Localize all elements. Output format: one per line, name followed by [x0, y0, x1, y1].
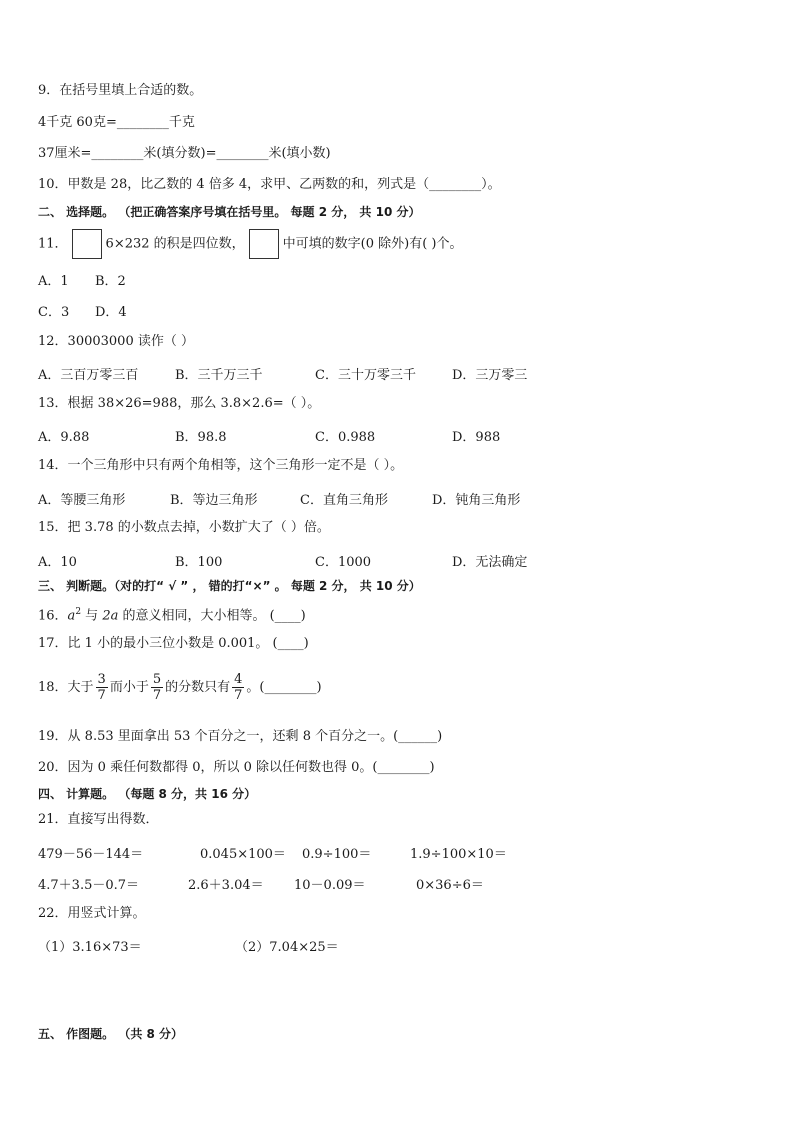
q12-stem: 12．30003000 读作（ ） — [38, 334, 194, 349]
q12-option-c[interactable]: C．三十万零三千 — [315, 368, 416, 383]
q16-number: 16． — [38, 608, 68, 624]
q18-mid2: 的分数只有 — [165, 680, 231, 695]
fraction-numerator: 5 — [152, 672, 162, 687]
q17-stem: 17．比 1 小的最小三位小数是 0.001。 (____) — [38, 636, 309, 651]
q12-option-d[interactable]: D．三万零三 — [452, 368, 528, 383]
section-4-title: 四、 计算题。 （每题 8 分，共 16 分） — [38, 787, 257, 801]
q14-stem: 14．一个三角形中只有两个角相等，这个三角形一定不是（ ）。 — [38, 458, 404, 473]
q22-item-1: （1）3.16×73＝ — [38, 940, 142, 955]
fraction-5-7 — [151, 672, 163, 703]
q14-option-c[interactable]: C．直角三角形 — [300, 493, 388, 508]
q15-option-c[interactable]: C．1000 — [315, 555, 372, 570]
q10-stem: 10．甲数是 28，比乙数的 4 倍多 4，求甲、乙两数的和，列式是（________）。 — [38, 177, 501, 192]
q13-stem: 13．根据 38×26=988，那么 3.8×2.6=（ ）。 — [38, 396, 321, 411]
q20-stem: 20．因为 0 乘任何数都得 0，所以 0 除以任何数也得 0。(________) — [38, 760, 435, 775]
calc-item: 4.7＋3.5－0.7＝ — [38, 878, 140, 893]
blank-box-1[interactable] — [72, 229, 102, 259]
q15-option-b[interactable]: B．100 — [175, 555, 223, 570]
calc-item: 479－56－144＝ — [38, 847, 144, 862]
q11-number: 11． — [38, 236, 68, 252]
q12-option-a[interactable]: A．三百万零三百 — [38, 368, 139, 383]
q13-option-b[interactable]: B．98.8 — [175, 430, 227, 445]
fraction-3-7 — [96, 672, 108, 703]
section-5-title: 五、 作图题。 （共 8 分） — [38, 1027, 184, 1041]
q11-option-d[interactable]: D．4 — [95, 305, 127, 320]
q11-stem — [38, 229, 462, 260]
q16-exponent: 2 — [75, 607, 82, 617]
q11-part2: 中可填的数字(0 除外)有( )个。 — [282, 236, 463, 252]
calc-item: 0.045×100＝ — [200, 847, 286, 862]
q11-option-a[interactable]: A．1 — [38, 274, 69, 289]
q14-option-a[interactable]: A．等腰三角形 — [38, 493, 126, 508]
q9-line1: 4千克 60克=________千克 — [38, 115, 195, 130]
q14-option-d[interactable]: D．钝角三角形 — [432, 493, 521, 508]
q18-end: 。(________) — [246, 680, 322, 695]
q12-option-b[interactable]: B．三千万三千 — [175, 368, 263, 383]
q21-stem: 21．直接写出得数． — [38, 812, 159, 827]
fraction-4-7 — [232, 672, 244, 703]
fraction-denominator: 7 — [234, 688, 243, 703]
fraction-denominator: 7 — [152, 688, 162, 703]
calc-item: 10－0.09＝ — [294, 878, 366, 893]
q11-option-c[interactable]: C．3 — [38, 305, 70, 320]
q16-var-2a: 2a — [102, 608, 119, 624]
q15-stem: 15．把 3.78 的小数点去掉，小数扩大了（ ）倍。 — [38, 520, 330, 535]
q16-var-a: a — [67, 608, 76, 624]
q18-stem — [38, 668, 322, 708]
q18-number: 18．大于 — [38, 680, 94, 695]
section-3-title: 三、 判断题。（对的打“ √ ” ， 错的打“×” 。 每题 2 分， 共 10 分） — [38, 579, 421, 593]
q14-option-b[interactable]: B．等边三角形 — [170, 493, 258, 508]
fraction-denominator: 7 — [97, 688, 106, 703]
q16-mid: 与 — [81, 608, 103, 624]
q13-option-c[interactable]: C．0.988 — [315, 430, 376, 445]
q18-mid: 而小于 — [109, 680, 149, 695]
calc-item: 0.9÷100＝ — [302, 847, 372, 862]
q16-rest: 的意义相同，大小相等。 (____) — [118, 608, 306, 624]
q22-stem: 22．用竖式计算。 — [38, 906, 146, 921]
q15-option-a[interactable]: A．10 — [38, 555, 77, 570]
calc-item: 1.9÷100×10＝ — [410, 847, 507, 862]
blank-box-2[interactable] — [249, 229, 279, 259]
calc-item: 0×36÷6＝ — [416, 878, 484, 893]
section-2-title: 二、 选择题。 （把正确答案序号填在括号里。 每题 2 分， 共 10 分） — [38, 205, 421, 219]
q9-line2: 37厘米=________米(填分数)=________米(填小数) — [38, 146, 331, 161]
fraction-numerator: 3 — [97, 672, 106, 687]
q11-part1: 6×232 的积是四位数， — [105, 236, 245, 252]
q16-stem — [38, 603, 306, 625]
q19-stem: 19．从 8.53 里面拿出 53 个百分之一，还剩 8 个百分之一。(______) — [38, 729, 443, 744]
q11-option-b[interactable]: B．2 — [95, 274, 126, 289]
q22-item-2: （2）7.04×25＝ — [235, 940, 339, 955]
q13-option-a[interactable]: A．9.88 — [38, 430, 90, 445]
fraction-numerator: 4 — [234, 672, 243, 687]
q13-option-d[interactable]: D．988 — [452, 430, 501, 445]
q15-option-d[interactable]: D．无法确定 — [452, 555, 528, 570]
calc-item: 2.6＋3.04＝ — [188, 878, 264, 893]
q9-stem: 9．在括号里填上合适的数。 — [38, 83, 203, 98]
